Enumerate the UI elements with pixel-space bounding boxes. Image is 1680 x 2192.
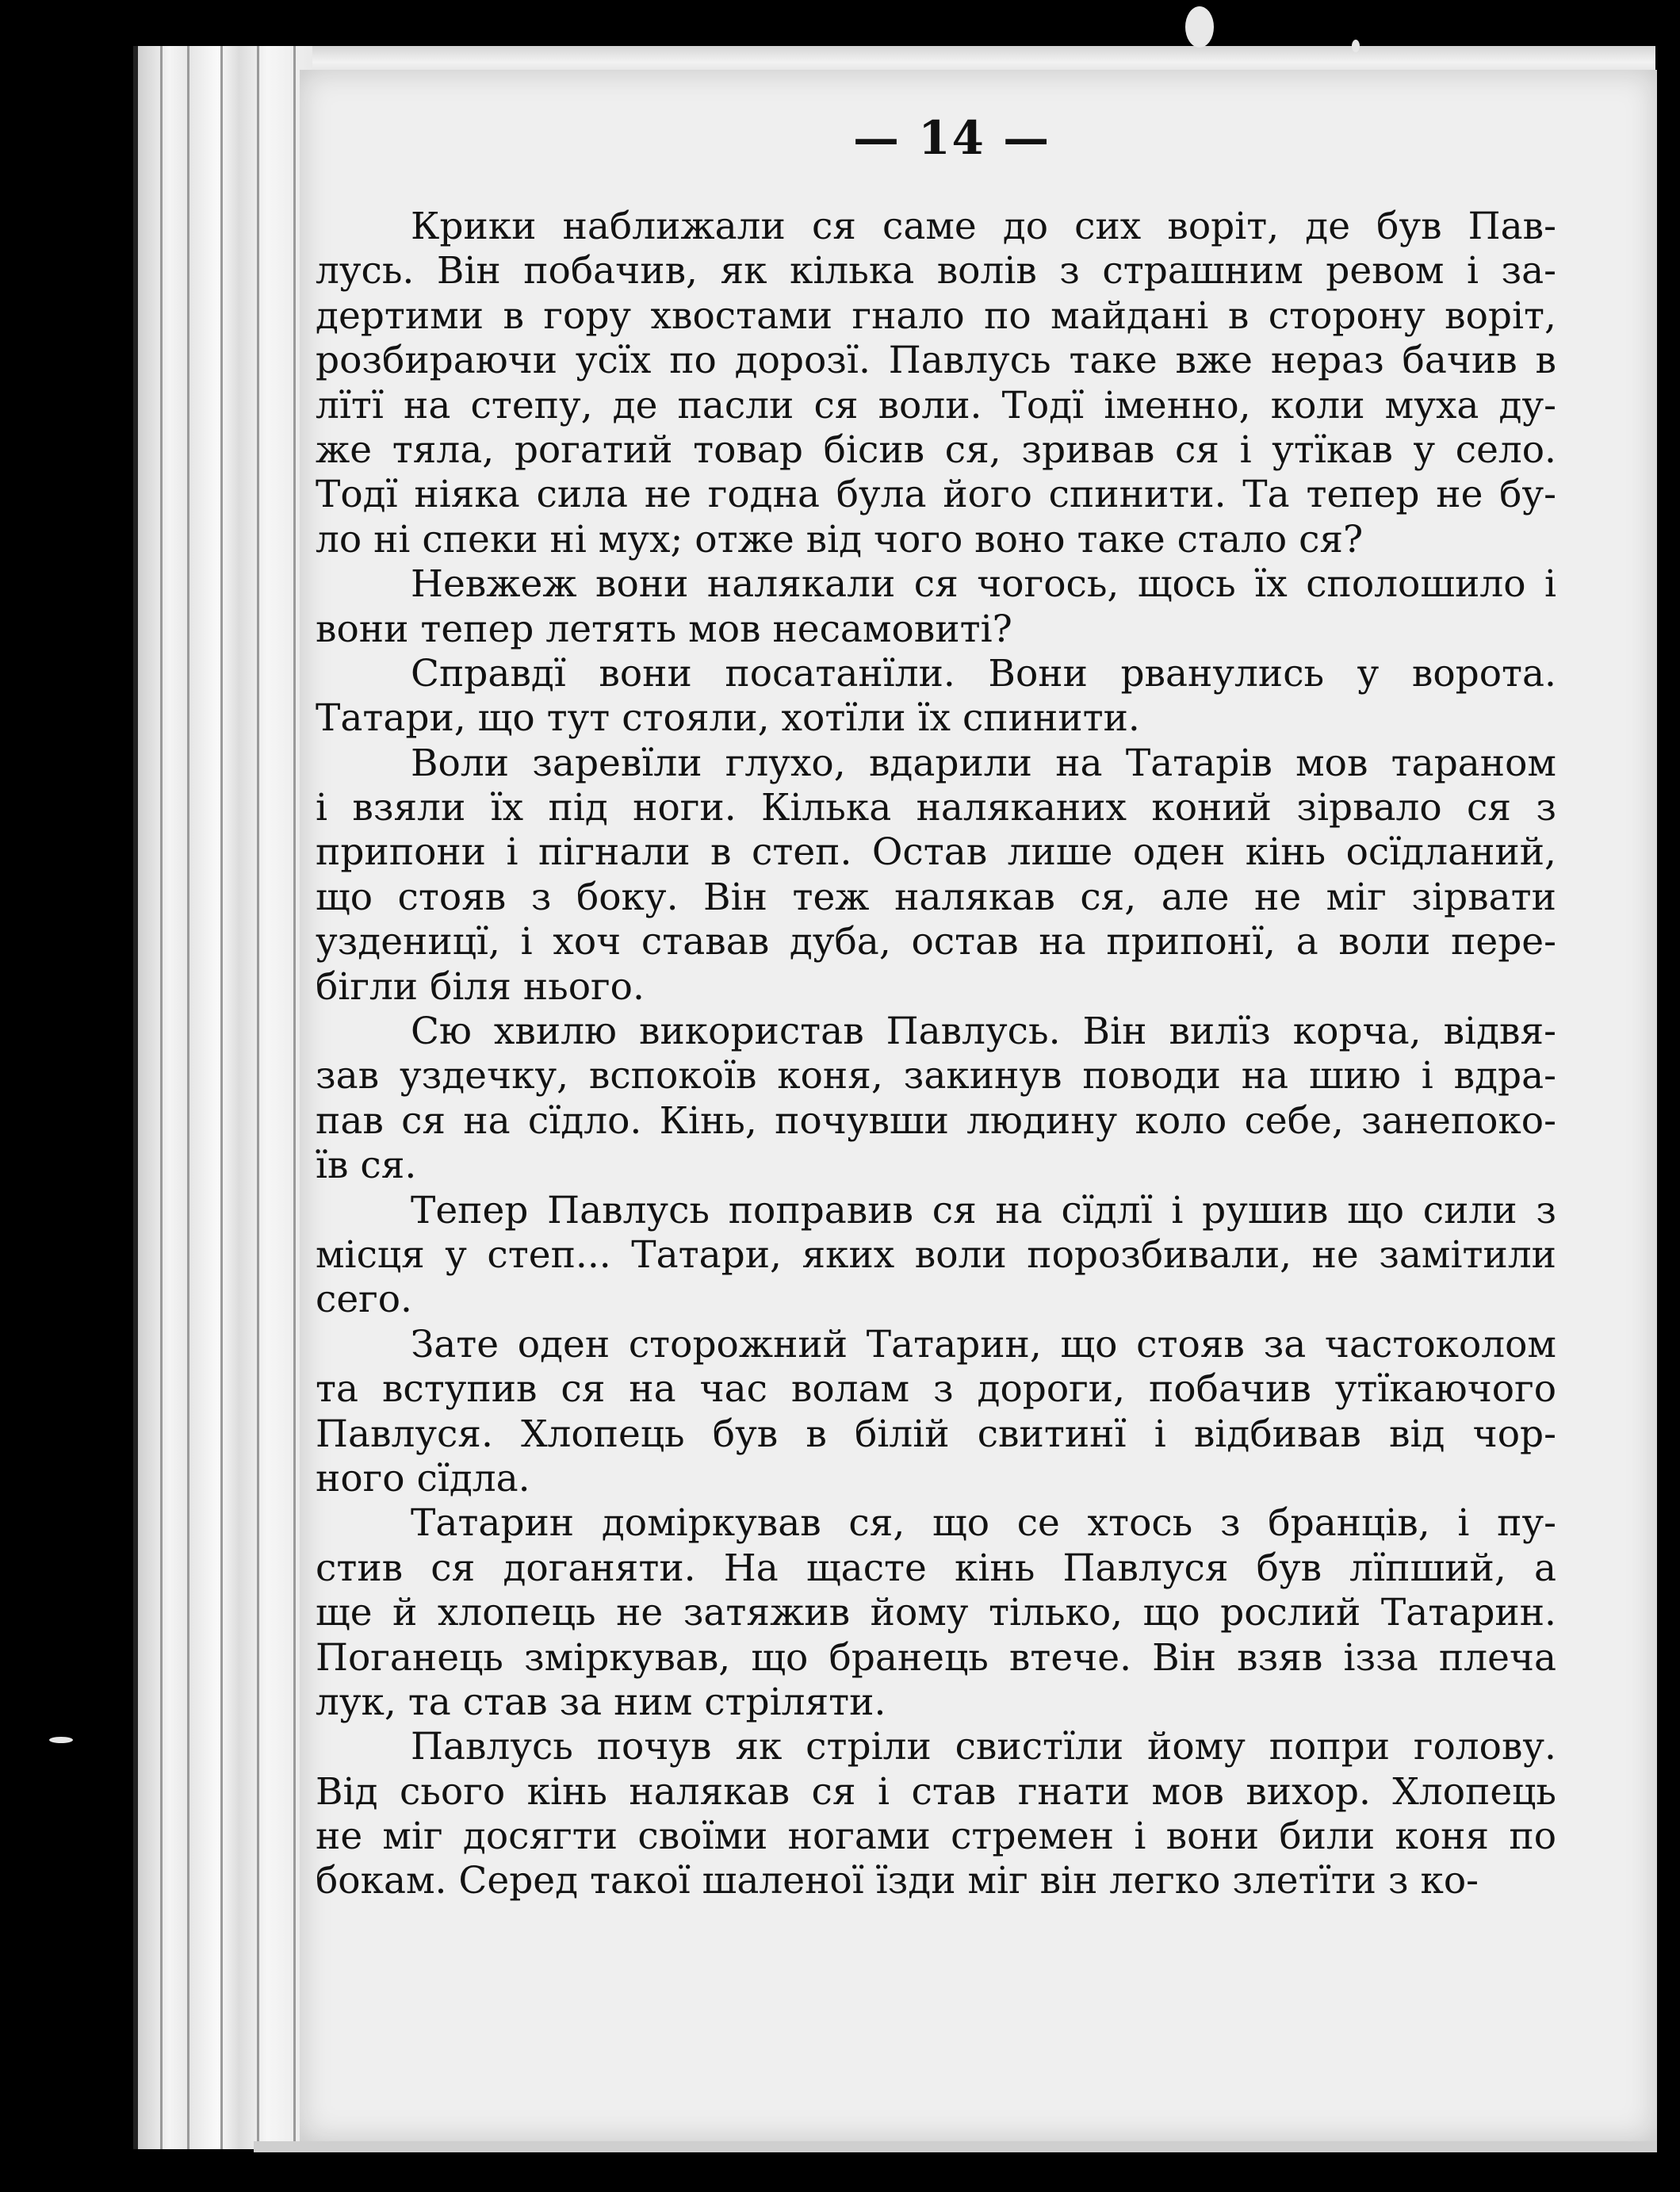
text-line: Павлуся. Хлопець був в білій свитинї і відбивав від чор- xyxy=(316,1412,1556,1456)
paragraph xyxy=(316,1323,1556,1502)
text-line: зав уздечку, вспокоїв коня, закинув поводи на шию і вдра- xyxy=(316,1054,1556,1098)
paragraph xyxy=(316,1725,1556,1904)
paragraph xyxy=(316,205,1556,562)
text-line: припони і пігнали в степ. Остав лише оден кінь осїдланий, xyxy=(316,830,1556,875)
text-line: же тяла, рогатий товар бісив ся, зривав ся і утїкав у село. xyxy=(316,427,1556,472)
text-line: стив ся доганяти. На щасте кінь Павлуся був лїпший, а xyxy=(316,1546,1556,1590)
paragraph xyxy=(316,562,1556,652)
text-line: узденицї, і хоч ставав дуба, остав на припонї, а воли пере- xyxy=(316,920,1556,964)
text-line: Тодї ніяка сила не годна була його спинити. Та тепер не бу- xyxy=(316,473,1556,517)
text-line: розбираючи усїх по дорозї. Павлусь таке вже нераз бачив в xyxy=(316,339,1556,383)
text-line: бокам. Серед такої шаленої їзди міг він легко злетїти з ко- xyxy=(316,1859,1479,1903)
body-text xyxy=(316,205,1556,1904)
text-line: дертими в гору хвостами гнало по майдані в сторону воріт, xyxy=(316,293,1556,338)
book-page-edges xyxy=(133,46,312,2149)
text-line: Павлусь почув як стріли свистїли йому попри голову. xyxy=(411,1725,1556,1769)
book-top-edge xyxy=(133,46,1655,73)
text-line: і взяли їх під ноги. Кілька наляканих коний зірвало ся з xyxy=(316,786,1556,830)
text-line: сего. xyxy=(316,1278,412,1322)
text-line: Татарин доміркував ся, що се хтось з бранців, і пу- xyxy=(411,1501,1556,1546)
scan-speck xyxy=(49,1737,73,1743)
book-bottom-edge xyxy=(254,2141,1657,2152)
text-line: не міг досягти своїми ногами стремен і вони били коня по xyxy=(316,1815,1556,1859)
text-line: Воли заревїли глухо, вдарили на Татарів мов тараном xyxy=(411,741,1556,785)
text-line: Невжеж вони налякали ся чогось, щось їх сполошило і xyxy=(411,562,1556,607)
page-number: — 14 — xyxy=(853,111,1051,165)
text-line: лусь. Він побачив, як кілька волів з страшним ревом і за- xyxy=(316,249,1556,293)
text-line: пав ся на сїдло. Кінь, почувши людину коло себе, занепоко- xyxy=(316,1098,1556,1143)
text-line: їв ся. xyxy=(316,1144,417,1188)
paragraph xyxy=(316,1501,1556,1725)
text-line: ного сїдла. xyxy=(316,1456,530,1500)
paragraph xyxy=(316,1010,1556,1189)
text-line: ло ні спеки ні мух; отже від чого воно таке стало ся? xyxy=(316,517,1364,561)
text-line: Тепер Павлусь поправив ся на сїдлї і рушив що сили з xyxy=(411,1188,1556,1232)
text-line: бігли біля нього. xyxy=(316,964,645,1009)
text-line: Зате оден сторожний Татарин, що стояв за частоколом xyxy=(411,1322,1556,1366)
paragraph xyxy=(316,742,1556,1010)
text-line: лїтї на степу, де пасли ся воли. Тодї іменно, коли муха ду- xyxy=(316,383,1556,427)
text-line: та вступив ся на час волам з дороги, побачив утїкаючого xyxy=(316,1367,1556,1412)
text-line: Крики наближали ся саме до сих воріт, де був Пав- xyxy=(411,205,1556,248)
text-line: лук, та став за ним стріляти. xyxy=(316,1680,886,1724)
text-line: що стояв з боку. Він теж налякав ся, але не міг зірвати xyxy=(316,875,1556,919)
text-line: Справдї вони посатанїли. Вони рванулись у ворота. xyxy=(411,651,1556,696)
scan-speck xyxy=(1185,6,1214,48)
scan-speck xyxy=(1352,40,1360,52)
text-line: Від сього кінь налякав ся і став гнати мов вихор. Хлопець xyxy=(316,1769,1556,1814)
text-line: вони тепер летять мов несамовиті? xyxy=(316,607,1012,651)
text-line: ще й хлопець не затяжив йому тілько, що рослий Татарин. xyxy=(316,1591,1556,1635)
text-line: Сю хвилю використав Павлусь. Він вилїз корча, відвя- xyxy=(411,1010,1556,1054)
text-line: місця у степ... Татари, яких воли порозбивали, не замітили xyxy=(316,1232,1556,1277)
paragraph xyxy=(316,1189,1556,1323)
text-line: Татари, що тут стояли, хотїли їх спинити. xyxy=(316,696,1140,741)
text-line: Поганець зміркував, що бранець втече. Він взяв ізза плеча xyxy=(316,1635,1556,1680)
paragraph xyxy=(316,652,1556,742)
